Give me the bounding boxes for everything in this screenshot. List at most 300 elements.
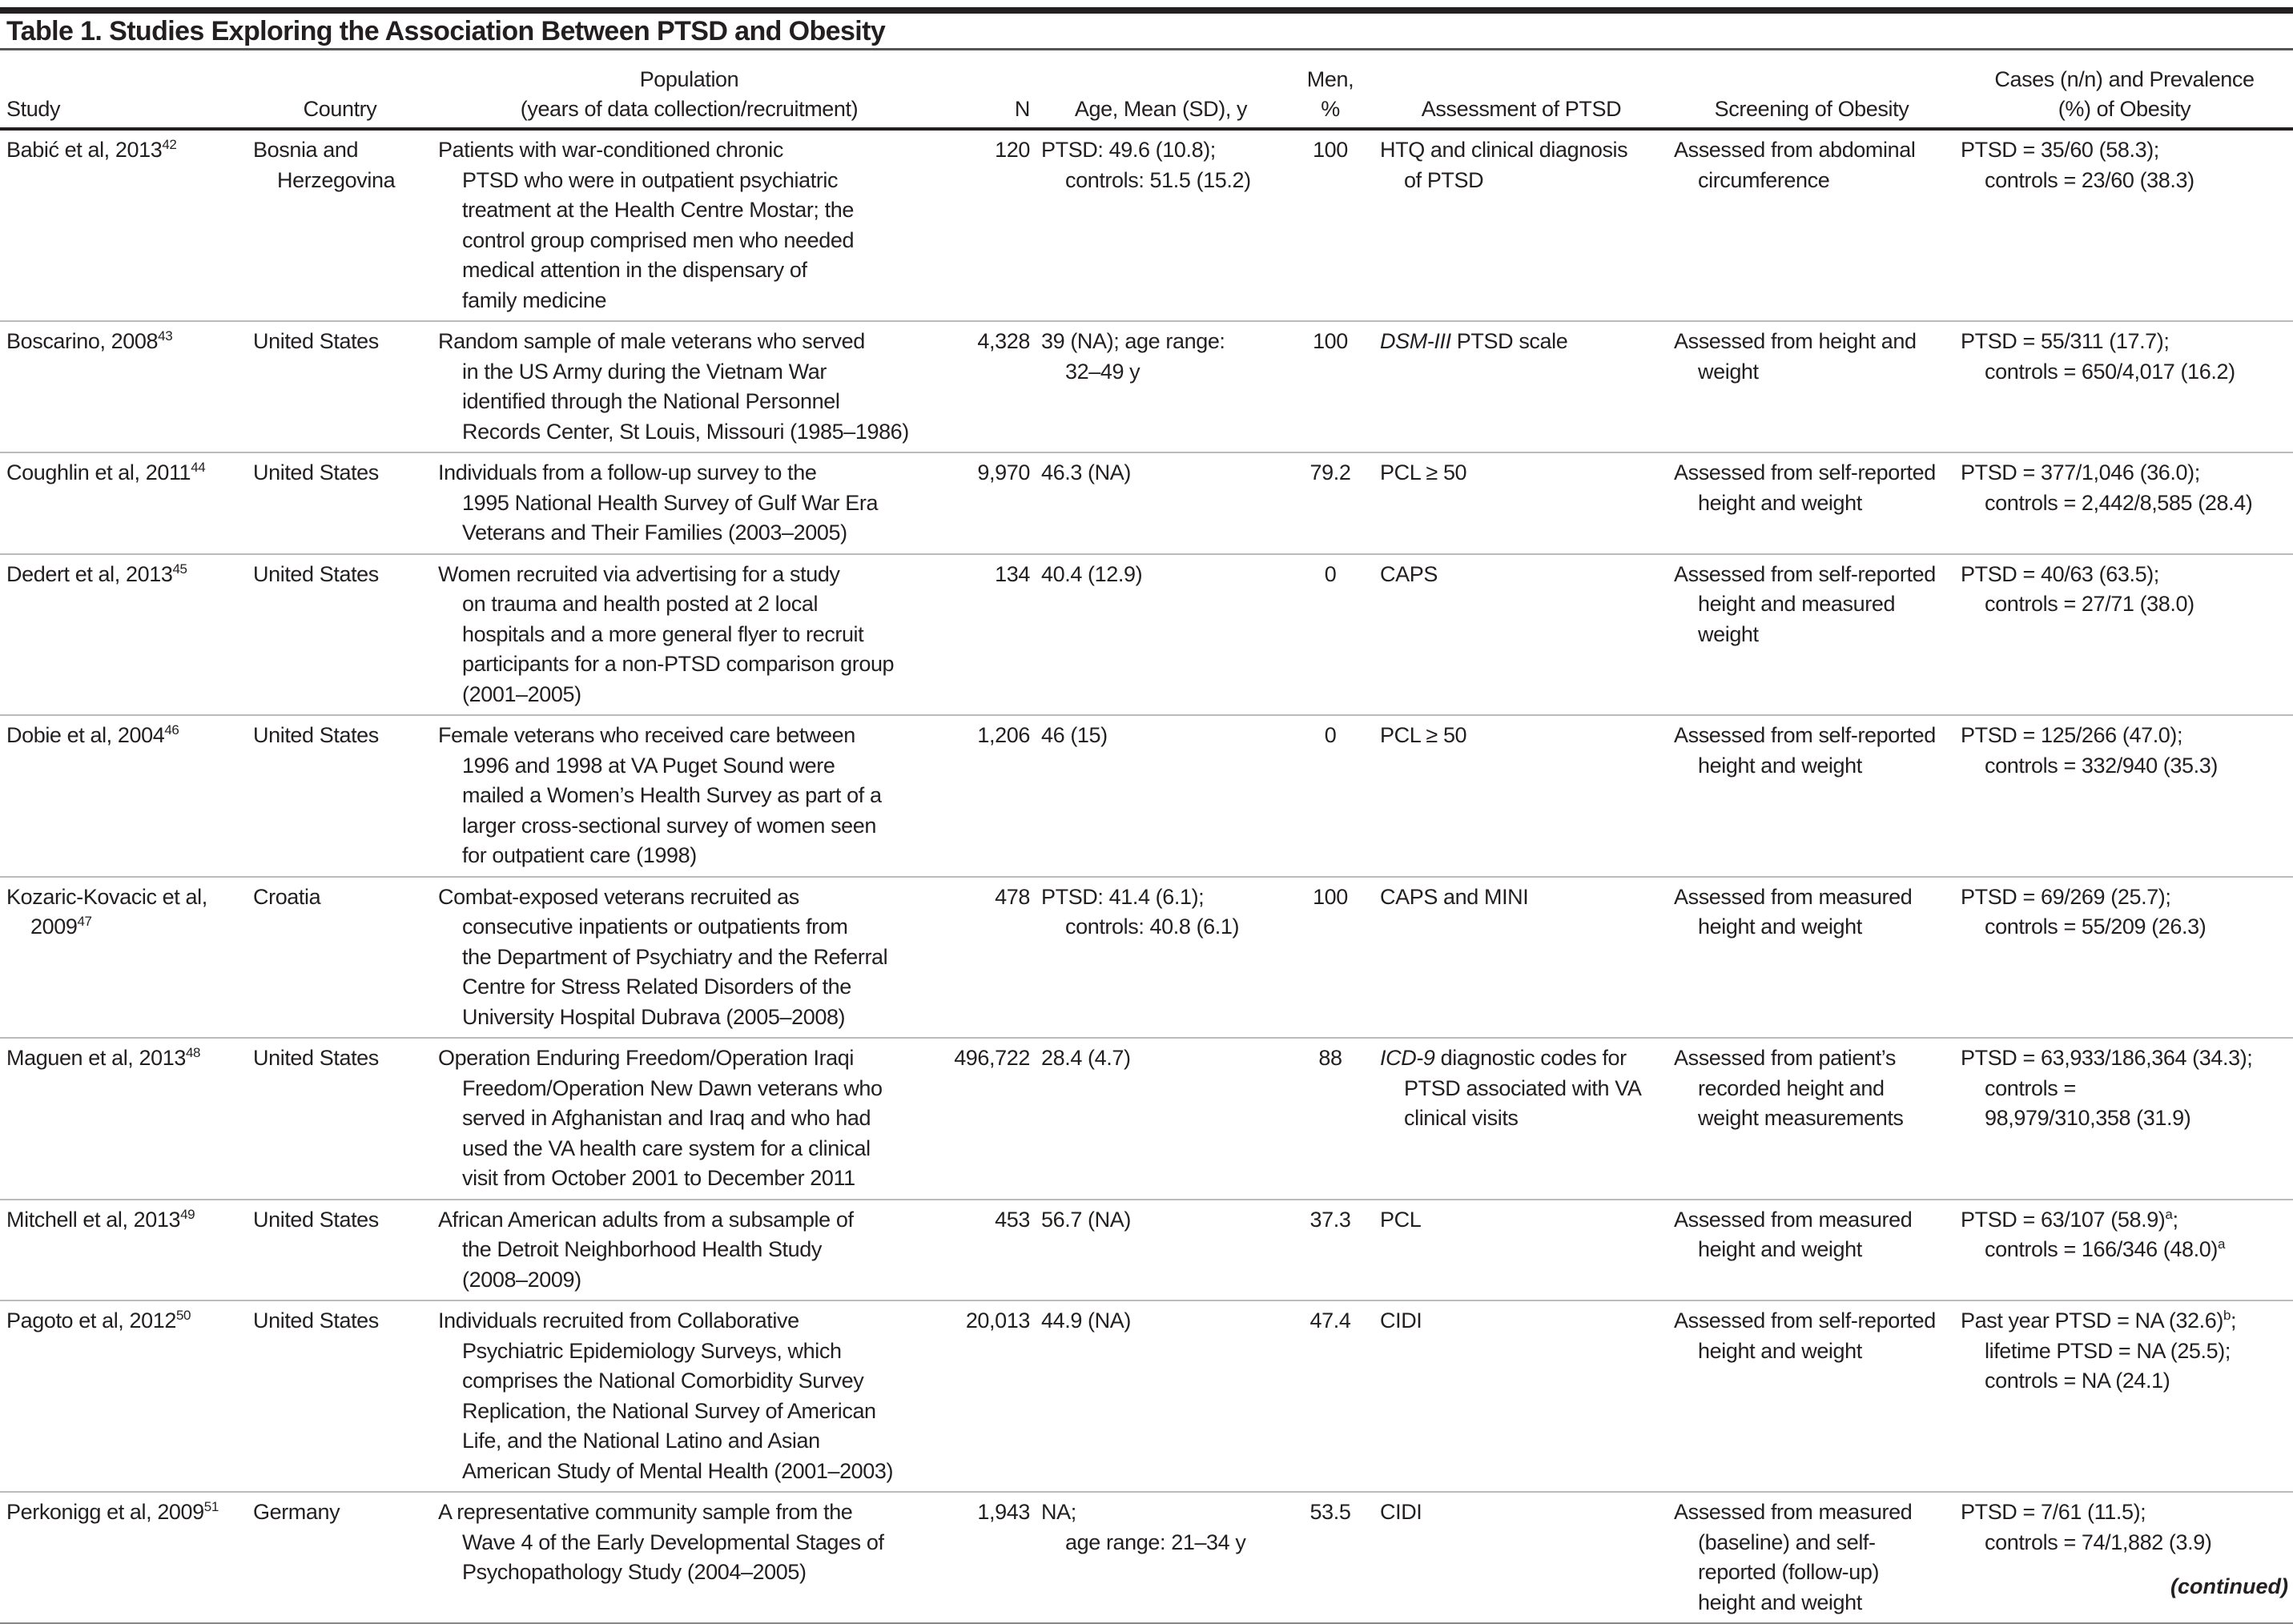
cell-population [432, 715, 945, 877]
table-row [0, 1300, 2293, 1492]
cell-line: weight measurements [1698, 1106, 1904, 1130]
cell-line: Assessed from self-reported [1674, 723, 1936, 747]
cell-line: (2008–2009) [462, 1267, 581, 1292]
cell-line: used the VA health care system for a clinical [462, 1136, 871, 1160]
cell-line: American Study of Mental Health (2001–2003) [462, 1458, 894, 1483]
cell-line: PTSD: 49.6 (10.8); [1041, 138, 1216, 162]
cell-line: University Hospital Dubrava (2005–2008) [462, 1004, 846, 1029]
cell-line: Freedom/Operation New Dawn veterans who [462, 1075, 883, 1100]
cell-line: Wave 4 of the Early Developmental Stages of [462, 1530, 884, 1554]
cell-country [247, 1038, 432, 1200]
cell-line: PTSD = 40/63 (63.5); [1961, 561, 2159, 586]
cell-line: 28.4 (4.7) [1041, 1046, 1131, 1070]
cell-study [0, 554, 247, 716]
column-header-assessment [1374, 50, 1667, 129]
text-segment: Mitchell et al, 2013 [6, 1207, 181, 1232]
reference-superscript: a [2217, 1236, 2226, 1252]
cell-line: controls = 2,442/8,585 (28.4) [1985, 490, 2253, 515]
text-segment: PTSD scale [1450, 329, 1568, 353]
text-segment: Maguen et al, 2013 [6, 1046, 186, 1070]
cell-n [945, 452, 1035, 554]
cell-line: lifetime PTSD = NA (25.5); [1985, 1338, 2231, 1363]
text-segment: Past year PTSD = NA (32.6) [1961, 1308, 2223, 1333]
cell-line [6, 560, 242, 590]
cell-men [1285, 715, 1374, 877]
cell-assessment [1374, 715, 1667, 877]
cell-line: Assessed from self-reported [1674, 460, 1936, 484]
column-header-line: Age, Mean (SD), y [1074, 97, 1248, 121]
cell-line: 0 [1324, 723, 1337, 747]
reference-superscript: 43 [158, 328, 173, 344]
cell-line: PTSD = 69/269 (25.7); [1961, 884, 2171, 909]
text-segment: Boscarino, 2008 [6, 329, 159, 353]
reference-superscript: 47 [77, 914, 92, 929]
reference-superscript: 44 [191, 460, 206, 475]
cell-n [945, 1038, 1035, 1200]
continued-note: (continued) [2170, 1574, 2288, 1598]
cell-n [945, 321, 1035, 452]
cell-study [0, 1492, 247, 1623]
column-header-men [1285, 50, 1374, 129]
cell-country [247, 1300, 432, 1492]
cell-line: the Detroit Neighborhood Health Study [462, 1237, 822, 1261]
cell-line: mailed a Women’s Health Survey as part of a [462, 783, 882, 807]
text-segment: DSM-III [1380, 329, 1451, 353]
cell-line: control group comprised men who needed [462, 227, 855, 252]
cell-n [945, 715, 1035, 877]
reference-superscript: 50 [175, 1308, 191, 1323]
cell-assessment [1374, 554, 1667, 716]
cell-line: for outpatient care (1998) [462, 843, 697, 867]
cell-line: 9,970 [977, 460, 1030, 484]
cell-line: PCL ≥ 50 [1380, 460, 1467, 484]
cell-line: 0 [1324, 561, 1337, 586]
text-segment: Dobie et al, 2004 [6, 723, 165, 747]
cell-line: (baseline) and self- [1698, 1530, 1876, 1554]
cell-assessment [1374, 1200, 1667, 1301]
cell-line: 20,013 [965, 1308, 1030, 1333]
text-segment: 2009 [30, 915, 78, 939]
table-row [0, 129, 2293, 321]
cell-line [1961, 1205, 2288, 1236]
cell-line: 453 [995, 1207, 1030, 1232]
cell-line: 100 [1313, 138, 1348, 162]
reference-superscript: 42 [162, 137, 177, 152]
cell-line: United States [253, 1308, 379, 1333]
cell-population [432, 129, 945, 321]
cell-line: circumference [1698, 167, 1830, 192]
cell-study [0, 1200, 247, 1301]
cell-cases [1954, 129, 2293, 321]
cell-line: 39 (NA); age range: [1041, 329, 1225, 353]
cell-line: the Department of Psychiatry and the Referral [462, 944, 888, 969]
cell-cases [1954, 452, 2293, 554]
cell-n [945, 1200, 1035, 1301]
cell-cases [1954, 715, 2293, 877]
cell-age [1035, 554, 1285, 716]
table-title: Table 1. Studies Exploring the Association Between PTSD and Obesity [6, 16, 886, 46]
column-header-line: Screening of Obesity [1714, 97, 1909, 121]
cell-line: 53.5 [1309, 1500, 1351, 1524]
cell-assessment [1374, 1038, 1667, 1200]
cell-men [1285, 1038, 1374, 1200]
cell-line: controls = 650/4,017 (16.2) [1985, 359, 2235, 384]
cell-population [432, 877, 945, 1039]
cell-age [1035, 1492, 1285, 1623]
cell-age [1035, 321, 1285, 452]
cell-assessment [1374, 321, 1667, 452]
cell-n [945, 1492, 1035, 1623]
cell-line: NA; [1041, 1500, 1076, 1524]
cell-country [247, 715, 432, 877]
cell-line: Combat-exposed veterans recruited as [438, 884, 799, 909]
cell-line: United States [253, 329, 379, 353]
cell-cases [1954, 1038, 2293, 1200]
cell-line: PTSD = 377/1,046 (36.0); [1961, 460, 2200, 484]
column-header-line: Cases (n/n) and Prevalence [1994, 67, 2255, 91]
column-header-line: (%) of Obesity [2058, 97, 2191, 121]
cell-screening [1667, 452, 1954, 554]
cell-line: controls = 332/940 (35.3) [1985, 753, 2218, 778]
cell-line [6, 721, 242, 751]
cell-line: 100 [1313, 884, 1348, 909]
cell-line: PTSD = 35/60 (58.3); [1961, 138, 2159, 162]
cell-line [1961, 1306, 2288, 1337]
cell-line: controls = 55/209 (26.3) [1985, 915, 2207, 939]
cell-men [1285, 321, 1374, 452]
cell-line: Assessed from abdominal [1674, 138, 1916, 162]
cell-line: CAPS [1380, 561, 1438, 586]
cell-line: Germany [253, 1500, 340, 1524]
cell-line: HTQ and clinical diagnosis [1380, 138, 1628, 162]
cell-line: 46 (15) [1041, 723, 1108, 747]
cell-men [1285, 877, 1374, 1039]
reference-superscript: a [2165, 1206, 2173, 1222]
column-header-line: Assessment of PTSD [1421, 97, 1622, 121]
cell-line: reported (follow-up) [1698, 1560, 1880, 1584]
cell-line: on trauma and health posted at 2 local [462, 592, 819, 616]
cell-screening [1667, 554, 1954, 716]
cell-cases [1954, 554, 2293, 716]
cell-line: Records Center, St Louis, Missouri (1985–1986) [462, 419, 909, 444]
cell-line [6, 1306, 242, 1337]
cell-line: African American adults from a subsample of [438, 1207, 854, 1232]
cell-line: recorded height and [1698, 1075, 1885, 1100]
cell-line: height and weight [1698, 1237, 1862, 1261]
cell-assessment [1374, 452, 1667, 554]
table-row [0, 1200, 2293, 1301]
column-header-age [1035, 50, 1285, 129]
cell-line: height and weight [1698, 1338, 1862, 1363]
cell-line: 1,943 [977, 1500, 1030, 1524]
column-header-line: (years of data collection/recruitment) [520, 97, 859, 121]
cell-age [1035, 1300, 1285, 1492]
cell-line: Centre for Stress Related Disorders of the [462, 975, 851, 999]
cell-line: PTSD who were in outpatient psychiatric [462, 167, 839, 192]
cell-population [432, 1200, 945, 1301]
top-rule [0, 7, 2293, 14]
column-header-study [0, 50, 247, 129]
cell-men [1285, 1200, 1374, 1301]
cell-line: PTSD = 55/311 (17.7); [1961, 329, 2170, 353]
studies-table [0, 50, 2293, 1624]
cell-line [1380, 327, 1663, 357]
cell-line [6, 1205, 242, 1236]
cell-line: 496,722 [954, 1046, 1030, 1070]
cell-country [247, 1200, 432, 1301]
cell-line: controls: 51.5 (15.2) [1065, 167, 1251, 192]
cell-screening [1667, 1200, 1954, 1301]
table-row [0, 1038, 2293, 1200]
cell-country [247, 554, 432, 716]
text-segment: Babić et al, 2013 [6, 138, 163, 162]
cell-line: hospitals and a more general flyer to recruit [462, 621, 864, 646]
reference-superscript: b [2223, 1308, 2231, 1323]
cell-line: Croatia [253, 884, 321, 909]
table-row [0, 1492, 2293, 1623]
cell-line: PTSD: 41.4 (6.1); [1041, 884, 1205, 909]
cell-line: United States [253, 1046, 379, 1070]
cell-line: CIDI [1380, 1500, 1422, 1524]
cell-study [0, 877, 247, 1039]
cell-line: 46.3 (NA) [1041, 460, 1131, 484]
cell-line: controls = 23/60 (38.3) [1985, 167, 2194, 192]
cell-line: height and measured [1698, 592, 1896, 616]
column-header-line: Study [6, 97, 61, 121]
cell-population [432, 1300, 945, 1492]
cell-line: Herzegovina [277, 167, 396, 192]
cell-line: Psychopathology Study (2004–2005) [462, 1560, 807, 1584]
cell-country [247, 1492, 432, 1623]
cell-study [0, 129, 247, 321]
cell-country [247, 452, 432, 554]
cell-study [0, 321, 247, 452]
cell-line: 4,328 [977, 329, 1030, 353]
cell-line: age range: 21–34 y [1065, 1530, 1246, 1554]
cell-line: treatment at the Health Centre Mostar; the [462, 198, 854, 222]
cell-line: 44.9 (NA) [1041, 1308, 1131, 1333]
cell-line: comprises the National Comorbidity Survey [462, 1369, 864, 1393]
cell-line: Women recruited via advertising for a study [438, 561, 840, 586]
text-segment: ; [2172, 1207, 2178, 1232]
cell-age [1035, 715, 1285, 877]
cell-line: Random sample of male veterans who served [438, 329, 865, 353]
reference-superscript: 48 [185, 1045, 201, 1060]
cell-study [0, 1038, 247, 1200]
cell-line: Assessed from self-reported [1674, 1308, 1936, 1333]
cell-line: controls: 40.8 (6.1) [1065, 915, 1240, 939]
cell-line: 32–49 y [1065, 359, 1140, 384]
cell-line: controls = 27/71 (38.0) [1985, 592, 2194, 616]
cell-population [432, 1038, 945, 1200]
cell-line: 120 [995, 138, 1030, 162]
cell-line [6, 135, 242, 166]
cell-age [1035, 129, 1285, 321]
column-header-n [945, 50, 1035, 129]
cell-cases [1954, 1300, 2293, 1492]
cell-age [1035, 1038, 1285, 1200]
cell-men [1285, 129, 1374, 321]
cell-age [1035, 877, 1285, 1039]
cell-line: family medicine [462, 287, 607, 312]
cell-cases [1954, 877, 2293, 1039]
column-header-line: N [1014, 97, 1030, 121]
cell-line: Female veterans who received care between [438, 723, 855, 747]
column-header-line: Men, [1306, 67, 1354, 91]
cell-line: Assessed from measured [1674, 1500, 1913, 1524]
cell-line: served in Afghanistan and Iraq and who had [462, 1106, 871, 1130]
cell-line: PCL [1380, 1207, 1422, 1232]
table-row [0, 452, 2293, 554]
cell-age [1035, 1200, 1285, 1301]
cell-line: controls = NA (24.1) [1985, 1369, 2170, 1393]
column-header-line: Country [303, 97, 377, 121]
cell-screening [1667, 877, 1954, 1039]
column-header-cases [1954, 50, 2293, 129]
cell-line: 37.3 [1309, 1207, 1351, 1232]
cell-line: medical attention in the dispensary of [462, 258, 807, 282]
text-segment: Perkonigg et al, 2009 [6, 1500, 204, 1524]
cell-line: PTSD = 7/61 (11.5); [1961, 1500, 2146, 1524]
cell-line: identified through the National Personnel [462, 389, 840, 413]
cell-n [945, 1300, 1035, 1492]
cell-line [6, 327, 242, 357]
cell-line: height and weight [1698, 915, 1862, 939]
cell-line: clinical visits [1404, 1106, 1519, 1130]
cell-line: Individuals from a follow-up survey to the [438, 460, 817, 484]
cell-assessment [1374, 877, 1667, 1039]
cell-line: CAPS and MINI [1380, 884, 1529, 909]
cell-line: 1,206 [977, 723, 1030, 747]
cell-n [945, 129, 1035, 321]
cell-line: Psychiatric Epidemiology Surveys, which [462, 1338, 842, 1363]
cell-line: Bosnia and [253, 138, 359, 162]
cell-screening [1667, 715, 1954, 877]
cell-line: 1995 National Health Survey of Gulf War Era [462, 490, 879, 515]
cell-line: PTSD = 125/266 (47.0); [1961, 723, 2183, 747]
cell-line [6, 1043, 242, 1074]
cell-study [0, 1300, 247, 1492]
column-header-line: Population [639, 67, 739, 91]
cell-population [432, 554, 945, 716]
reference-superscript: 49 [180, 1206, 195, 1222]
table-row [0, 321, 2293, 452]
text-segment: ; [2231, 1308, 2237, 1333]
cell-line: 478 [995, 884, 1030, 909]
cell-line: 100 [1313, 329, 1348, 353]
cell-line: Assessed from measured [1674, 1207, 1913, 1232]
text-segment: Coughlin et al, 2011 [6, 460, 191, 484]
cell-line: of PTSD [1404, 167, 1484, 192]
cell-line: 1996 and 1998 at VA Puget Sound were [462, 753, 835, 778]
cell-assessment [1374, 129, 1667, 321]
cell-age [1035, 452, 1285, 554]
table-header-row [0, 50, 2293, 129]
cell-study [0, 452, 247, 554]
cell-screening [1667, 1038, 1954, 1200]
cell-line: Operation Enduring Freedom/Operation Iraqi [438, 1046, 854, 1070]
column-header-country [247, 50, 432, 129]
cell-line: Individuals recruited from Collaborative [438, 1308, 799, 1333]
cell-line: CIDI [1380, 1308, 1422, 1333]
cell-line: height and weight [1698, 1590, 1862, 1614]
cell-line: larger cross-sectional survey of women seen [462, 813, 877, 838]
cell-screening [1667, 129, 1954, 321]
cell-country [247, 129, 432, 321]
cell-cases [1954, 1200, 2293, 1301]
cell-line: participants for a non-PTSD comparison group [462, 652, 895, 676]
cell-line: Patients with war-conditioned chronic [438, 138, 783, 162]
cell-line: Assessed from height and [1674, 329, 1917, 353]
cell-line: Veterans and Their Families (2003–2005) [462, 521, 847, 545]
cell-line: PTSD = 63,933/186,364 (34.3); [1961, 1046, 2253, 1070]
text-segment: Dedert et al, 2013 [6, 561, 173, 586]
reference-superscript: 51 [203, 1499, 219, 1514]
cell-line: height and weight [1698, 490, 1862, 515]
cell-line: Kozaric-Kovacic et al, [6, 884, 207, 909]
cell-n [945, 877, 1035, 1039]
text-segment: ICD-9 [1380, 1046, 1435, 1070]
cell-line: United States [253, 561, 379, 586]
cell-assessment [1374, 1300, 1667, 1492]
cell-line: Assessed from measured [1674, 884, 1913, 909]
cell-line [1961, 1235, 2288, 1265]
cell-line: in the US Army during the Vietnam War [462, 359, 827, 384]
cell-study [0, 715, 247, 877]
text-segment: controls = 166/346 (48.0) [1985, 1237, 2218, 1261]
cell-line: (2001–2005) [462, 681, 581, 706]
cell-line: United States [253, 723, 379, 747]
cell-line: 40.4 (12.9) [1041, 561, 1143, 586]
cell-line: Replication, the National Survey of American [462, 1398, 876, 1423]
cell-line: Assessed from patient’s [1674, 1046, 1896, 1070]
cell-screening [1667, 1300, 1954, 1492]
text-segment: Pagoto et al, 2012 [6, 1308, 176, 1333]
table-row [0, 554, 2293, 716]
cell-country [247, 877, 432, 1039]
cell-line: 88 [1318, 1046, 1342, 1070]
reference-superscript: 45 [172, 561, 187, 577]
cell-line: United States [253, 1207, 379, 1232]
cell-line [6, 458, 242, 488]
cell-line: controls = 74/1,882 (3.9) [1985, 1530, 2212, 1554]
cell-cases [1954, 321, 2293, 452]
cell-line: 79.2 [1309, 460, 1351, 484]
cell-line: A representative community sample from the [438, 1500, 853, 1524]
cell-line: Life, and the National Latino and Asian [462, 1429, 820, 1453]
cell-n [945, 554, 1035, 716]
cell-population [432, 452, 945, 554]
column-header-screening [1667, 50, 1954, 129]
cell-line: controls = [1985, 1075, 2076, 1100]
cell-men [1285, 452, 1374, 554]
cell-line: visit from October 2001 to December 2011 [462, 1166, 855, 1190]
text-segment: PTSD = 63/107 (58.9) [1961, 1207, 2166, 1232]
table-row [0, 715, 2293, 877]
column-header-line: % [1321, 97, 1340, 121]
cell-cases [1954, 1492, 2293, 1623]
cell-line [1380, 1043, 1663, 1074]
cell-men [1285, 554, 1374, 716]
cell-men [1285, 1492, 1374, 1623]
cell-assessment [1374, 1492, 1667, 1623]
cell-population [432, 321, 945, 452]
cell-line: United States [253, 460, 379, 484]
cell-line: 47.4 [1309, 1308, 1351, 1333]
cell-line: 98,979/310,358 (31.9) [1985, 1106, 2191, 1130]
cell-screening [1667, 1492, 1954, 1623]
cell-men [1285, 1300, 1374, 1492]
